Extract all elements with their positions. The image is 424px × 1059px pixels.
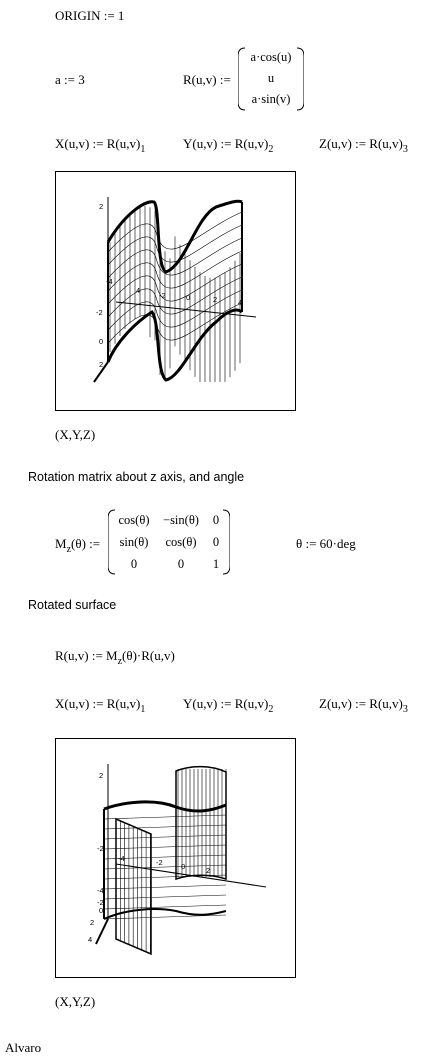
R-definition-lhs[interactable]: R(u,v) := xyxy=(183,72,231,87)
Z-definition-2[interactable]: Z(u,v) := $R(u,v)_3$ xyxy=(319,696,408,715)
matrix-cell: sin(θ) xyxy=(119,535,149,549)
matrix-cell: 0 xyxy=(212,513,220,527)
X-definition-2[interactable]: X(u,v) := $R(u,v)_1$ xyxy=(55,696,146,715)
plot2-tick-label: -2 xyxy=(97,898,104,907)
vector-entry: a·sin(v) xyxy=(251,92,291,106)
matrix-cell: 0 xyxy=(130,557,138,571)
Y-definition-2[interactable]: Y(u,v) := $R(u,v)_2$ xyxy=(183,696,274,715)
plot2-tick-label: -2 xyxy=(97,844,104,853)
plot1-tick-label: 0 xyxy=(186,293,191,302)
plot1-mesh xyxy=(108,206,242,382)
matrix-cell: cos(θ) xyxy=(165,535,197,549)
matrix-cell: 0 xyxy=(177,557,185,571)
surface-plot-1-canvas xyxy=(56,172,295,410)
plot2-tick-label: -4 xyxy=(97,886,104,895)
surface-plot-2-canvas xyxy=(56,739,295,977)
plot1-tick-label: -2 xyxy=(159,291,166,300)
plot2-caption[interactable]: (X,Y,Z) xyxy=(55,994,96,1009)
plot1-tick-label: -2 xyxy=(96,308,103,317)
matrix-cell: 1 xyxy=(212,557,220,571)
plot2-tick-label: 4 xyxy=(88,935,93,944)
matrix-cell: 0 xyxy=(212,535,220,549)
M-definition-lhs[interactable]: $M_z(\theta)$ := xyxy=(55,536,101,555)
plot1-tick-label: 2 xyxy=(99,360,104,369)
plot2-tick-label: -2 xyxy=(156,858,163,867)
vector-entry: a·cos(u) xyxy=(250,50,292,64)
rotated-surface-heading: Rotated surface xyxy=(28,598,117,612)
R-vector[interactable] xyxy=(238,46,304,112)
vector-entry: u xyxy=(267,71,275,85)
plot2-y-axis xyxy=(96,919,108,944)
a-definition[interactable]: a := 3 xyxy=(55,72,85,87)
plot1-tick-label: 2 xyxy=(213,295,218,304)
Y-definition[interactable]: Y(u,v) := $R(u,v)_2$ xyxy=(183,136,274,155)
rotation-matrix[interactable] xyxy=(108,508,230,576)
plot2-tick-label: 2 xyxy=(206,866,211,875)
plot2-tick-label: 2 xyxy=(99,771,104,780)
plot2-tick-label: 0 xyxy=(99,906,104,915)
author-signature: Alvaro xyxy=(5,1040,42,1055)
surface-plot-2[interactable] xyxy=(55,738,296,978)
matrix-cell: cos(θ) xyxy=(118,513,150,527)
plot2-tick-label: 0 xyxy=(181,862,186,871)
plot2-tick-label: 2 xyxy=(90,918,95,927)
plot1-caption[interactable]: (X,Y,Z) xyxy=(55,427,96,442)
X-definition[interactable]: X(u,v) := $R(u,v)_1$ xyxy=(55,136,146,155)
rotation-heading: Rotation matrix about z axis, and angle xyxy=(28,470,245,484)
theta-definition[interactable]: θ := 60·deg xyxy=(296,536,356,551)
plot1-tick-label: 0 xyxy=(99,337,104,346)
plot1-tick-label: 2 xyxy=(99,202,104,211)
surface-plot-1[interactable] xyxy=(55,171,296,411)
plot1-tick-label: 4 xyxy=(136,286,141,295)
matrix-cell: −sin(θ) xyxy=(163,513,199,527)
plot1-tick-label: -4 xyxy=(106,277,113,286)
origin-definition[interactable]: ORIGIN := 1 xyxy=(55,8,125,23)
plot1-tick-label: 4 xyxy=(238,298,243,307)
R-rotated-definition[interactable]: R(u,v) := $M_z(\theta)\cdot R(u,v)$ xyxy=(55,648,175,667)
plot2-tick-label: -4 xyxy=(118,854,125,863)
Z-definition[interactable]: Z(u,v) := $R(u,v)_3$ xyxy=(319,136,408,155)
